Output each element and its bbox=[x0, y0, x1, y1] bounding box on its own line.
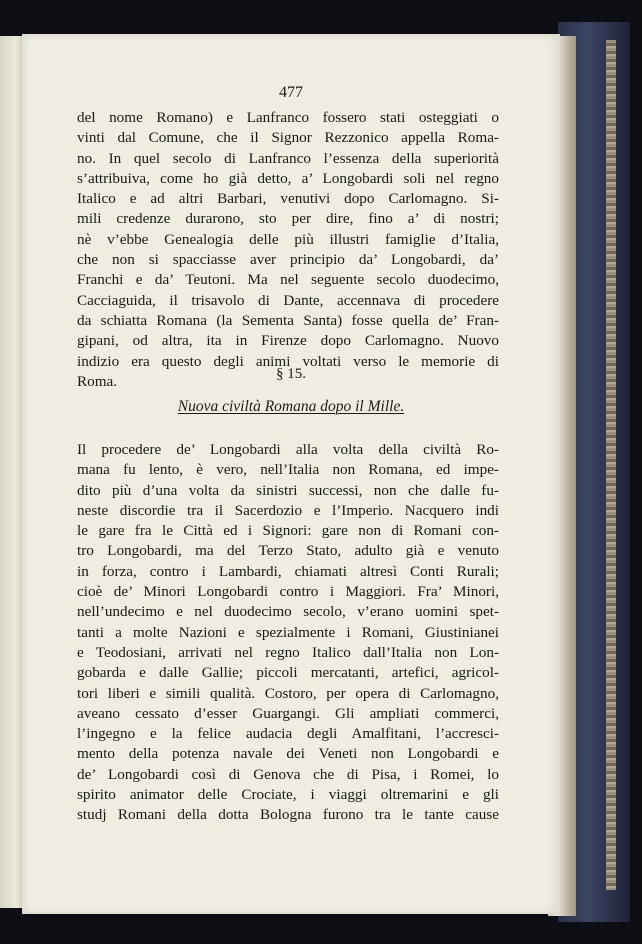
text-line: gobarda e dalle Gallie; piccoli mercatanti, artefici, agricol- bbox=[77, 664, 499, 682]
text-line: Roma. bbox=[77, 372, 118, 390]
text-line: e Teodosiani, arrivati nel regno Italico dall’Italia non Lon- bbox=[77, 643, 499, 661]
text-line: l’ingegno e la felice audacia degli Amalfitani, l’accresci- bbox=[77, 725, 499, 743]
text-line: Cacciaguida, il trisavolo di Dante, accennava di procedere bbox=[77, 291, 499, 309]
paragraph-2 bbox=[77, 440, 499, 826]
text-line: da schiatta Romana (la Sementa Santa) fosse quella de’ Fran- bbox=[77, 311, 499, 329]
cover-marbled-edge bbox=[606, 40, 616, 890]
book-page bbox=[22, 34, 560, 914]
text-line: cioè de’ Minori Longobardi contro i Maggiori. Fra’ Minori, bbox=[77, 583, 499, 601]
text-line: che non si spacciasse aver principio da’ Longobardi, da’ bbox=[77, 251, 499, 269]
text-line: no. In quel secolo di Lanfranco l’essenza della superiorità bbox=[77, 149, 499, 167]
text-line: neste discordie tra il Sacerdozio e l’Imperio. Nacquero indi bbox=[77, 501, 499, 519]
text-line: mento della potenza navale dei Veneti non Longobardi e bbox=[77, 745, 499, 763]
text-line: vinti dal Comune, che il Signor Rezzonico appella Roma- bbox=[77, 129, 499, 147]
text-line: Il procedere de’ Longobardi alla volta della civiltà Ro- bbox=[77, 441, 499, 458]
text-line: le gare fra le Città ed i Signori: gare non di Romani con- bbox=[77, 522, 499, 540]
text-line: del nome Romano) e Lanfranco fossero stati osteggiati o bbox=[77, 109, 499, 126]
text-line: de’ Longobardi così di Genova che di Pisa, i Romei, lo bbox=[77, 765, 499, 783]
section-title: Nuova civiltà Romana dopo il Mille. bbox=[177, 398, 405, 415]
text-line: mili credenze durarono, sto per dire, fino a’ di nostri; bbox=[77, 210, 499, 228]
text-line: studj Romani della dotta Bologna furono tra le tante cause bbox=[77, 806, 499, 824]
text-line: s’attribuiva, come ho già detto, a’ Longobardi soli nel regno bbox=[77, 169, 499, 187]
text-line: spirito animator delle Crociate, i viaggi oltremarini e gli bbox=[77, 786, 499, 804]
text-line: tori liberi e simili qualità. Costoro, per opera di Carlomagno, bbox=[77, 684, 499, 702]
page-number: 477 bbox=[279, 84, 303, 101]
text-line: dito più d’una volta da sinistri successi, non che dalle fu- bbox=[77, 481, 499, 499]
text-line: in forza, contro i Lambardi, chiamati altresì Conti Rurali; bbox=[77, 562, 499, 580]
text-line: mana fu lento, è vero, nell’Italia non Romana, ed impe- bbox=[77, 461, 499, 479]
text-line: tro Longobardi, ma del Terzo Stato, adulto già e venuto bbox=[77, 542, 499, 560]
text-line: aveano cessato d’esser Guargangi. Gli ampliati commerci, bbox=[77, 704, 499, 722]
text-line: indizio era questo degli animi voltati verso le memorie di bbox=[77, 352, 499, 370]
text-line: gipani, od altra, ita in Firenze dopo Carlomagno. Nuovo bbox=[77, 332, 499, 350]
text-line: nell’undecimo e nel duodecimo secolo, v’erano uomini spet- bbox=[77, 603, 499, 621]
text-line: nè v’ebbe Genealogia delle più illustri famiglie d’Italia, bbox=[77, 230, 499, 248]
text-line: Italico e ad altri Barbari, venutivi dopo Carlomagno. Si- bbox=[77, 190, 499, 208]
section-number: § 15. bbox=[276, 366, 306, 382]
text-line: tanti a molte Nazioni e spezialmente i Romani, Giustinianei bbox=[77, 623, 499, 641]
paragraph-1 bbox=[77, 108, 499, 392]
text-line: Franchi e da’ Teutoni. Ma nel seguente secolo duodecimo, bbox=[77, 271, 499, 289]
